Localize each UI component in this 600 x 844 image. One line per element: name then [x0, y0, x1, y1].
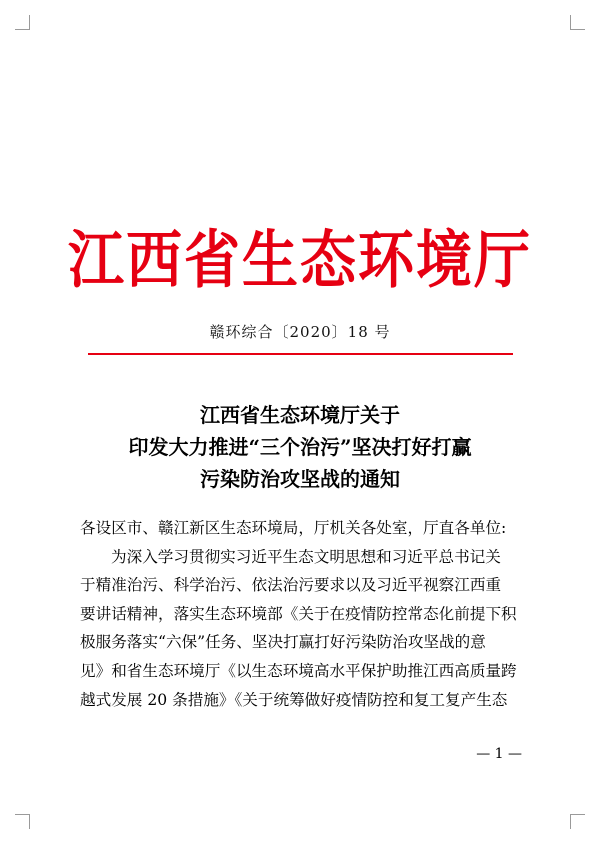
body-line-3: 要讲话精神，落实生态环境部《关于在疫情防控常态化前提下积 — [80, 604, 517, 623]
body-line-5: 见》和省生态环境厅《以生态环境高水平保护助推江西高质量跨 — [80, 661, 517, 680]
document-title — [0, 399, 600, 495]
crop-mark-bottom-right — [570, 814, 585, 829]
body-line-6: 越式发展 20 条措施》《关于统筹做好疫情防控和复工复产生态 — [80, 690, 508, 709]
document-number: 赣环综合〔2020〕18 号 — [209, 323, 391, 341]
red-separator-line — [88, 353, 513, 355]
crop-mark-bottom-left — [15, 814, 30, 829]
body-line-1: 为深入学习贯彻实习近平生态文明思想和习近平总书记关 — [111, 547, 501, 566]
agency-name-header: 江西省生态环境厅 — [68, 223, 532, 297]
body-line-4: 极服务落实“六保”任务、坚决打赢打好污染防治攻坚战的意 — [80, 633, 486, 652]
title-line-2: 印发大力推进“三个治污”坚决打好打赢 — [128, 435, 472, 459]
title-line-3: 污染防治攻坚战的通知 — [200, 467, 400, 491]
document-body — [80, 514, 520, 714]
salutation: 各设区市、赣江新区生态环境局，厅机关各处室，厅直各单位: — [80, 519, 507, 537]
crop-mark-top-right — [570, 15, 585, 30]
title-line-1: 江西省生态环境厅关于 — [200, 403, 400, 427]
page-number: — 1 — — [476, 746, 522, 762]
crop-mark-top-left — [15, 15, 30, 30]
body-line-2: 于精准治污、科学治污、依法治污要求以及习近平视察江西重 — [80, 576, 502, 595]
